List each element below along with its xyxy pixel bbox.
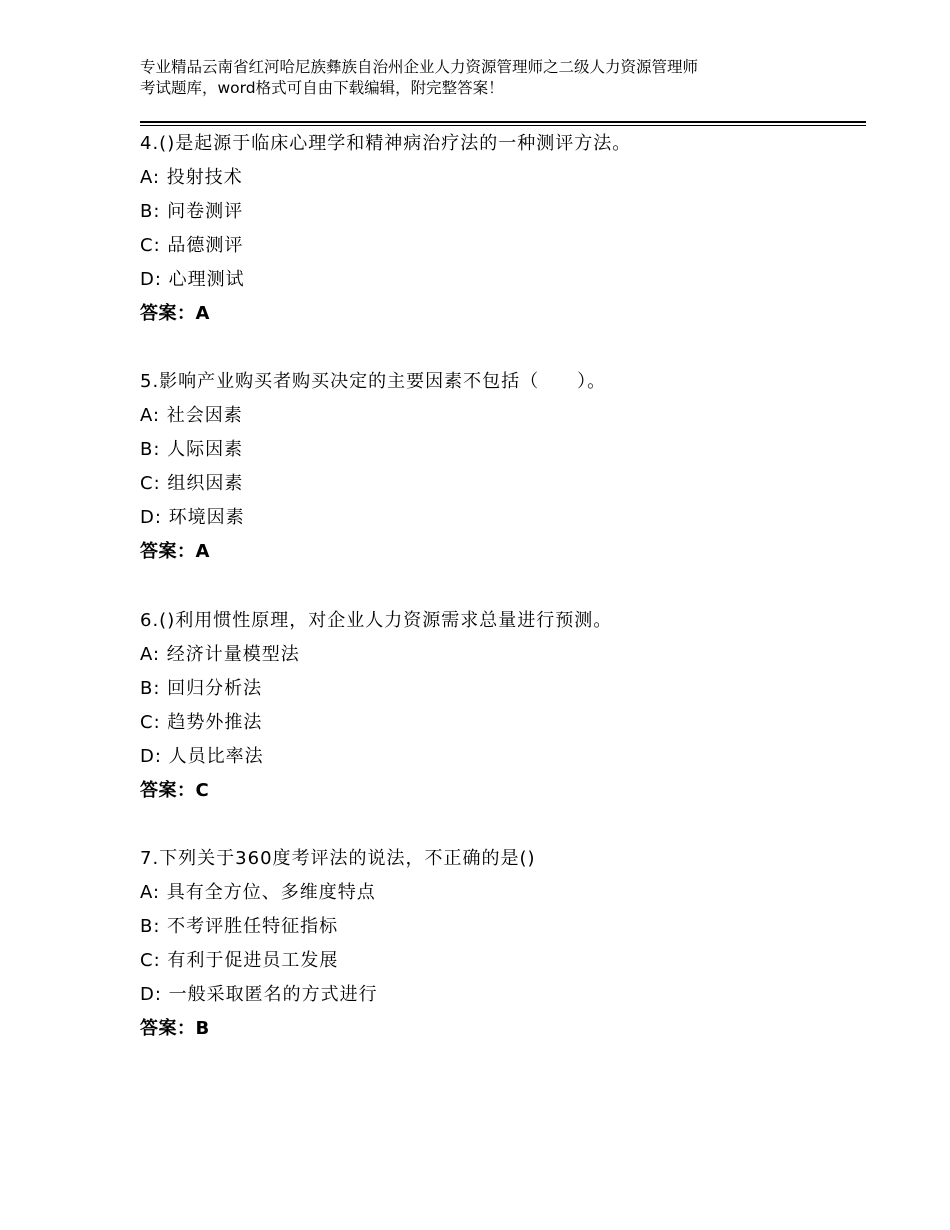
header-divider-thin — [140, 125, 866, 126]
option-a: A: 社会因素 — [140, 405, 243, 426]
option-b: B: 不考评胜任特征指标 — [140, 916, 339, 937]
option-c: C: 趋势外推法 — [140, 712, 263, 733]
question-7 — [140, 842, 866, 1046]
question-stem: 4.()是起源于临床心理学和精神病治疗法的一种测评方法。 — [140, 133, 632, 154]
question-stem: 7.下列关于360度考评法的说法，不正确的是() — [140, 848, 536, 869]
option-a: A: 具有全方位、多维度特点 — [140, 882, 376, 903]
answer: 答案：C — [140, 780, 210, 801]
option-c: C: 组织因素 — [140, 473, 244, 494]
header-title-line-1: 专业精品云南省红河哈尼族彝族自治州企业人力资源管理师之二级人力资源管理师 — [140, 58, 699, 76]
option-d: D: 心理测试 — [140, 269, 245, 290]
option-d: D: 环境因素 — [140, 507, 245, 528]
question-stem: 6.()利用惯性原理，对企业人力资源需求总量进行预测。 — [140, 610, 613, 631]
question-5 — [140, 365, 866, 569]
option-a: A: 投射技术 — [140, 167, 243, 188]
answer: 答案：B — [140, 1018, 210, 1039]
question-4 — [140, 127, 866, 331]
option-c: C: 有利于促进员工发展 — [140, 950, 339, 971]
header-divider-thick — [140, 121, 866, 123]
question-6 — [140, 604, 866, 808]
document-header — [140, 57, 830, 99]
question-stem: 5.影响产业购买者购买决定的主要因素不包括（ ）。 — [140, 371, 607, 392]
option-d: D: 人员比率法 — [140, 746, 264, 767]
option-b: B: 问卷测评 — [140, 201, 244, 222]
option-d: D: 一般采取匿名的方式进行 — [140, 984, 378, 1005]
header-title-line-2: 考试题库，word格式可自由下载编辑，附完整答案！ — [140, 79, 504, 97]
answer: 答案：A — [140, 303, 210, 324]
option-b: B: 人际因素 — [140, 439, 244, 460]
option-b: B: 回归分析法 — [140, 678, 263, 699]
option-c: C: 品德测评 — [140, 235, 244, 256]
answer: 答案：A — [140, 541, 210, 562]
option-a: A: 经济计量模型法 — [140, 644, 300, 665]
